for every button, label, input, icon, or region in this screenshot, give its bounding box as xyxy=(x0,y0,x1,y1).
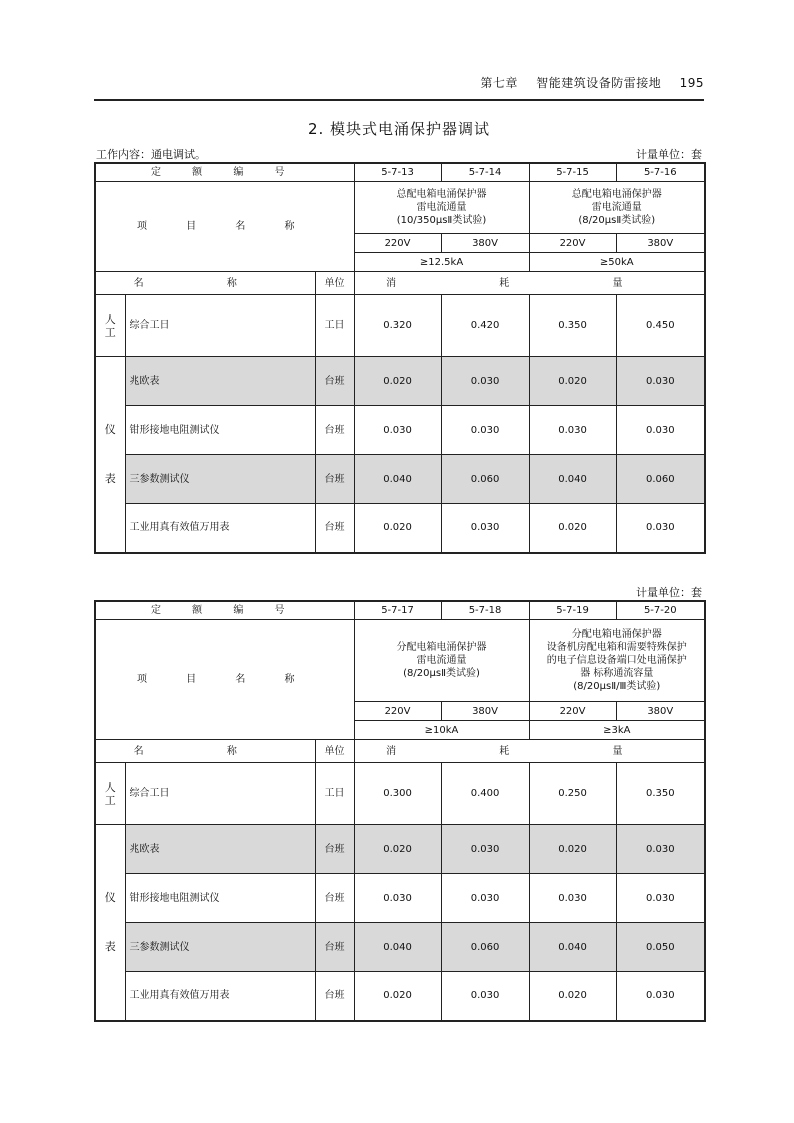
row-value: 0.350 xyxy=(616,763,705,825)
spec-group xyxy=(354,182,529,234)
quota-code-label: 定 额 编 号 xyxy=(95,601,354,620)
row-value: 0.030 xyxy=(441,825,529,874)
row-value: 0.030 xyxy=(441,874,529,923)
row-value: 0.020 xyxy=(354,972,441,1021)
row-value: 0.030 xyxy=(616,504,705,553)
row-value: 0.350 xyxy=(529,295,616,357)
spec-line: 分配电箱电涌保护器 xyxy=(396,642,487,653)
row-value: 0.030 xyxy=(616,406,705,455)
spec-line: 总配电箱电涌保护器 xyxy=(571,189,662,200)
row-unit: 台班 xyxy=(315,972,354,1021)
row-unit: 台班 xyxy=(315,406,354,455)
voltage: 380V xyxy=(616,234,705,253)
row-value: 0.030 xyxy=(616,972,705,1021)
voltage: 380V xyxy=(616,702,705,721)
row-value: 0.020 xyxy=(529,825,616,874)
quota-code: 5-7-17 xyxy=(354,601,441,620)
row-value: 0.030 xyxy=(616,825,705,874)
category-char: 表 xyxy=(104,940,116,954)
row-value: 0.030 xyxy=(354,874,441,923)
category-char: 人 xyxy=(104,780,116,794)
quota-code: 5-7-19 xyxy=(529,601,616,620)
spec-line: (8/20μsⅡ类试验) xyxy=(403,668,480,679)
category-char: 仪 xyxy=(104,423,116,437)
row-unit: 台班 xyxy=(315,825,354,874)
row-value: 0.030 xyxy=(616,357,705,406)
category-char: 仪 xyxy=(104,891,116,905)
quota-code-label: 定 额 编 号 xyxy=(95,163,354,182)
spec-group xyxy=(529,182,705,234)
item-name-label: 项 目 名 称 xyxy=(95,182,354,272)
category-char: 人 xyxy=(104,312,116,326)
spec-line: 器 标称通流容量 xyxy=(580,668,654,679)
rating: ≥12.5kA xyxy=(354,253,529,272)
spec-line: 雷电流通量 xyxy=(416,655,467,666)
row-value: 0.320 xyxy=(354,295,441,357)
spec-line: 设备机房配电箱和需要特殊保护 xyxy=(546,642,687,653)
spec-line: (8/20μsⅡ类试验) xyxy=(578,215,656,226)
row-value: 0.030 xyxy=(529,874,616,923)
row-unit: 台班 xyxy=(315,874,354,923)
row-value: 0.300 xyxy=(354,763,441,825)
row-value: 0.030 xyxy=(441,406,529,455)
row-value: 0.450 xyxy=(616,295,705,357)
spec-line: 雷电流通量 xyxy=(591,202,642,213)
quota-code: 5-7-16 xyxy=(616,163,705,182)
row-name: 兆欧表 xyxy=(125,825,315,874)
quota-code: 5-7-14 xyxy=(441,163,529,182)
row-value: 0.030 xyxy=(616,874,705,923)
row-unit: 台班 xyxy=(315,504,354,553)
spec-group xyxy=(529,620,705,702)
voltage: 380V xyxy=(441,234,529,253)
row-value: 0.040 xyxy=(529,923,616,972)
row-name: 综合工日 xyxy=(125,295,315,357)
row-unit: 工日 xyxy=(315,763,354,825)
spec-group xyxy=(354,620,529,702)
row-value: 0.020 xyxy=(354,357,441,406)
spec-line: 的电子信息设备端口处电涌保护 xyxy=(546,655,687,666)
labor-category xyxy=(95,763,125,825)
unit-column-label: 单位 xyxy=(315,740,354,763)
row-value: 0.040 xyxy=(354,455,441,504)
name-column-label: 名 称 xyxy=(95,740,315,763)
row-name: 工业用真有效值万用表 xyxy=(125,504,315,553)
row-name: 综合工日 xyxy=(125,763,315,825)
row-name: 工业用真有效值万用表 xyxy=(125,972,315,1021)
item-name-label: 项 目 名 称 xyxy=(95,620,354,740)
page-header xyxy=(94,74,704,94)
row-value: 0.030 xyxy=(441,357,529,406)
voltage: 220V xyxy=(354,702,441,721)
row-value: 0.060 xyxy=(441,455,529,504)
quota-code: 5-7-18 xyxy=(441,601,529,620)
row-name: 钳形接地电阻测试仪 xyxy=(125,406,315,455)
row-unit: 台班 xyxy=(315,455,354,504)
row-value: 0.020 xyxy=(354,504,441,553)
voltage: 220V xyxy=(529,234,616,253)
row-value: 0.030 xyxy=(441,972,529,1021)
unit-label-2: 计量单位：套 xyxy=(636,586,702,599)
row-value: 0.020 xyxy=(529,504,616,553)
row-value: 0.420 xyxy=(441,295,529,357)
row-value: 0.050 xyxy=(616,923,705,972)
row-value: 0.030 xyxy=(354,406,441,455)
row-name: 钳形接地电阻测试仪 xyxy=(125,874,315,923)
rating: ≥50kA xyxy=(529,253,705,272)
category-char: 工 xyxy=(104,793,116,807)
row-value: 0.020 xyxy=(529,357,616,406)
spec-line: 雷电流通量 xyxy=(416,202,467,213)
spec-line: 分配电箱电涌保护器 xyxy=(571,629,662,640)
consumption-label: 消 耗 量 xyxy=(354,740,705,763)
row-value: 0.030 xyxy=(441,504,529,553)
unit-column-label: 单位 xyxy=(315,272,354,295)
unit-label-1: 计量单位：套 xyxy=(636,148,702,161)
row-value: 0.040 xyxy=(354,923,441,972)
spec-line: 总配电箱电涌保护器 xyxy=(396,189,487,200)
row-unit: 台班 xyxy=(315,923,354,972)
quota-code: 5-7-20 xyxy=(616,601,705,620)
spec-line: (8/20μsⅡ/Ⅲ类试验) xyxy=(573,681,661,692)
category-char: 表 xyxy=(104,472,116,486)
labor-category xyxy=(95,295,125,357)
row-name: 三参数测试仪 xyxy=(125,923,315,972)
consumption-label: 消 耗 量 xyxy=(354,272,705,295)
quota-table-1 xyxy=(94,162,706,554)
spec-line: (10/350μsⅡ类试验) xyxy=(396,215,487,226)
row-value: 0.030 xyxy=(529,406,616,455)
section-title: 2. 模块式电涌保护器调试 xyxy=(307,120,491,138)
voltage: 380V xyxy=(441,702,529,721)
quota-code: 5-7-15 xyxy=(529,163,616,182)
category-char: 工 xyxy=(104,325,116,339)
row-name: 兆欧表 xyxy=(125,357,315,406)
instrument-category xyxy=(95,357,125,553)
row-unit: 工日 xyxy=(315,295,354,357)
work-content: 工作内容：通电调试。 xyxy=(96,148,206,161)
chapter-number: 第七章 xyxy=(480,76,518,90)
quota-table-2 xyxy=(94,600,706,1022)
header-rule xyxy=(94,99,704,101)
row-value: 0.060 xyxy=(616,455,705,504)
voltage: 220V xyxy=(354,234,441,253)
row-value: 0.020 xyxy=(529,972,616,1021)
name-column-label: 名 称 xyxy=(95,272,315,295)
row-value: 0.400 xyxy=(441,763,529,825)
row-value: 0.040 xyxy=(529,455,616,504)
row-unit: 台班 xyxy=(315,357,354,406)
chapter-title: 智能建筑设备防雷接地 xyxy=(536,76,662,90)
quota-code: 5-7-13 xyxy=(354,163,441,182)
row-value: 0.060 xyxy=(441,923,529,972)
voltage: 220V xyxy=(529,702,616,721)
row-name: 三参数测试仪 xyxy=(125,455,315,504)
rating: ≥10kA xyxy=(354,721,529,740)
row-value: 0.020 xyxy=(354,825,441,874)
row-value: 0.250 xyxy=(529,763,616,825)
instrument-category xyxy=(95,825,125,1021)
rating: ≥3kA xyxy=(529,721,705,740)
page-number: 195 xyxy=(679,76,704,90)
